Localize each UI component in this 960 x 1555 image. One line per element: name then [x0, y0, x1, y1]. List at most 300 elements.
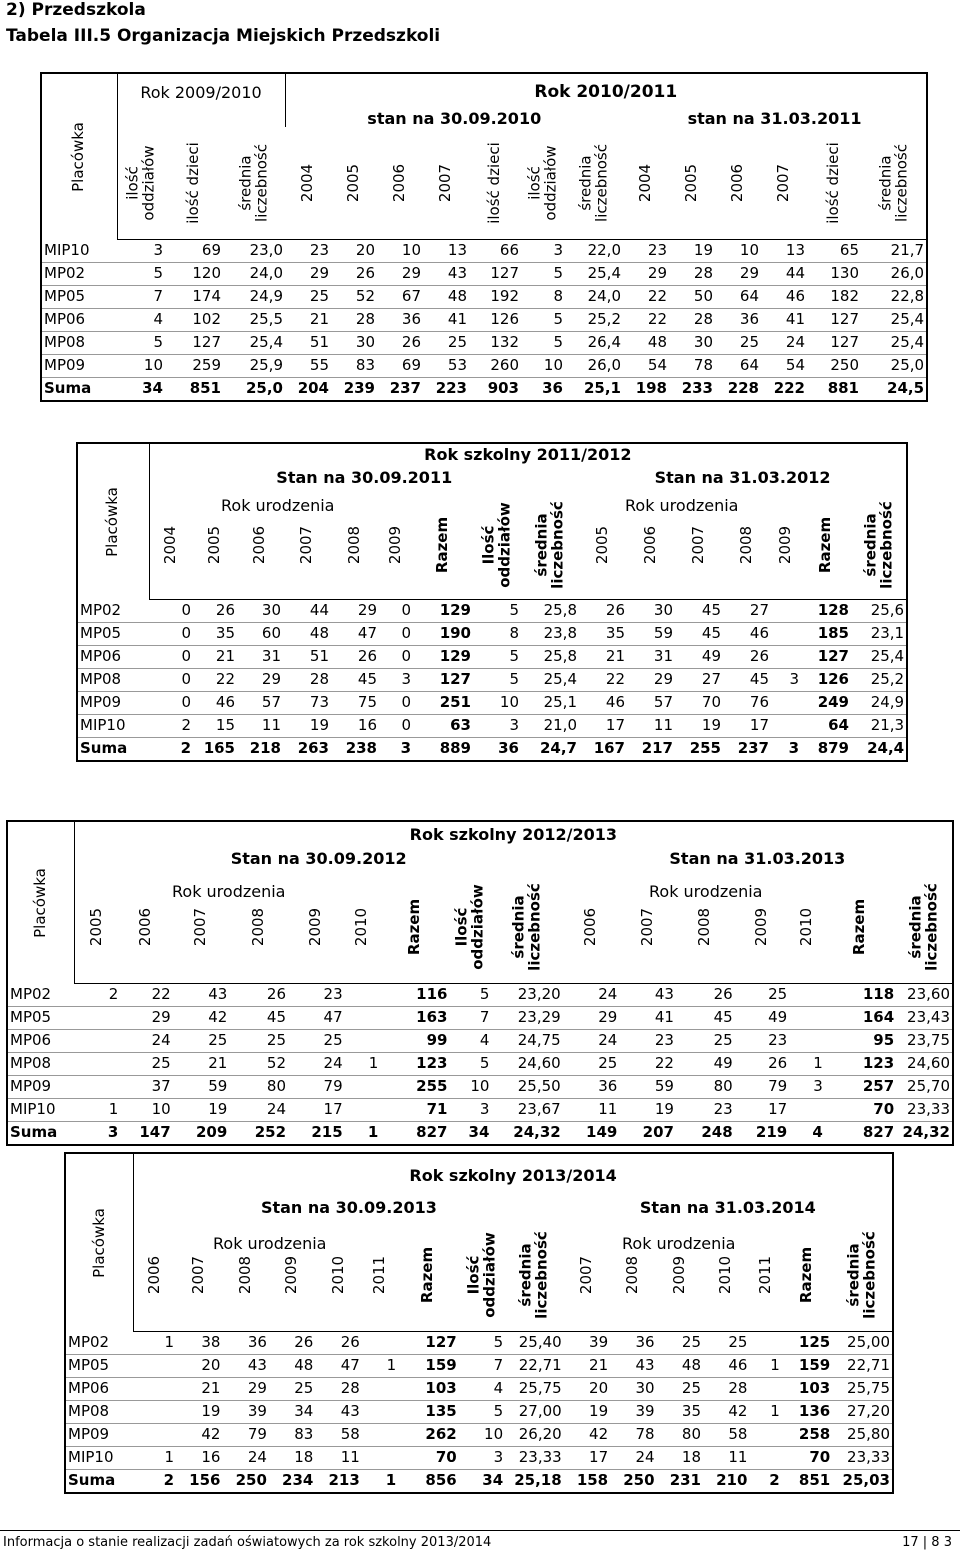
cell: 19	[173, 1098, 230, 1121]
cell: 1	[362, 1469, 398, 1493]
cell: 103	[782, 1377, 832, 1400]
cell: 3	[117, 239, 165, 262]
cell: 80	[657, 1423, 703, 1446]
cell: 3	[449, 1098, 491, 1121]
cell: 881	[807, 377, 861, 401]
cell: 129	[413, 645, 473, 668]
cell: 24,0	[565, 285, 623, 308]
cell: 10	[521, 354, 565, 377]
cell: 25,18	[505, 1469, 564, 1493]
cell: 25,6	[851, 599, 907, 622]
column-header: Razem	[801, 491, 851, 599]
cell: 78	[610, 1423, 656, 1446]
row-label: Suma	[7, 1121, 74, 1145]
cell: 3	[459, 1446, 505, 1469]
cell: 126	[801, 668, 851, 691]
cell: 23	[676, 1098, 735, 1121]
cell: 13	[423, 239, 469, 262]
cell: 22,8	[861, 285, 927, 308]
column-header: 2006	[134, 1219, 176, 1331]
cell: 156	[176, 1469, 222, 1493]
column-header: 2010	[345, 871, 381, 983]
cell: 158	[564, 1469, 610, 1493]
cell: 123	[825, 1052, 896, 1075]
cell: 17	[564, 1446, 610, 1469]
table-row	[65, 1331, 893, 1354]
row-label: MP08	[41, 331, 117, 354]
cell: 10	[117, 354, 165, 377]
cell: 36	[715, 308, 761, 331]
cell: 25	[703, 1331, 749, 1354]
cell: 22	[623, 308, 669, 331]
cell: 11	[315, 1446, 361, 1469]
cell: 36	[521, 377, 565, 401]
cell: 64	[715, 354, 761, 377]
cell: 3	[771, 668, 801, 691]
cell: 26	[193, 599, 237, 622]
column-header: 2007	[173, 871, 230, 983]
cell: 11	[563, 1098, 620, 1121]
cell: 0	[149, 691, 193, 714]
cell: 889	[413, 737, 473, 761]
column-header: ilość dzieci	[469, 127, 521, 239]
cell: 25,4	[861, 331, 927, 354]
cell: 22	[623, 285, 669, 308]
cell: 231	[657, 1469, 703, 1493]
column-header: średnia liczebność	[851, 491, 907, 599]
cell: 237	[377, 377, 423, 401]
cell: 185	[801, 622, 851, 645]
cell	[345, 983, 381, 1006]
cell: 18	[657, 1446, 703, 1469]
cell: 11	[627, 714, 675, 737]
cell: 10	[459, 1423, 505, 1446]
cell: 29	[222, 1377, 268, 1400]
cell: 127	[801, 645, 851, 668]
cell: 59	[173, 1075, 230, 1098]
cell: 26	[676, 983, 735, 1006]
table-row	[7, 1052, 953, 1075]
column-header: Razem	[380, 871, 449, 983]
cell: 44	[283, 599, 331, 622]
table-row	[77, 691, 907, 714]
cell: 237	[723, 737, 771, 761]
cell: 23,20	[491, 983, 562, 1006]
birth-year-label: Rok urodzenia	[172, 882, 286, 901]
cell: 25,2	[851, 668, 907, 691]
cell: 26,0	[861, 262, 927, 285]
cell: 17	[735, 1098, 790, 1121]
cell: 1	[749, 1354, 781, 1377]
cell: 83	[269, 1423, 315, 1446]
cell: 30	[669, 331, 715, 354]
cell: 8	[521, 285, 565, 308]
row-label: MIP10	[65, 1446, 134, 1469]
cell: 258	[782, 1423, 832, 1446]
column-header: średnia liczebność	[861, 127, 927, 239]
cell: 22	[120, 983, 172, 1006]
cell	[749, 1331, 781, 1354]
row-label: MP05	[7, 1006, 74, 1029]
cell: 24,75	[491, 1029, 562, 1052]
cell: 43	[315, 1400, 361, 1423]
cell: 217	[627, 737, 675, 761]
cell: 48	[283, 622, 331, 645]
cell: 0	[149, 599, 193, 622]
cell: 5	[473, 645, 521, 668]
cell	[771, 622, 801, 645]
cell: 46	[703, 1354, 749, 1377]
cell	[74, 1052, 120, 1075]
column-header: średnia liczebność	[521, 491, 579, 599]
year-2009-2010-header: Rok 2009/2010	[117, 73, 285, 111]
cell	[134, 1423, 176, 1446]
cell: 19	[283, 714, 331, 737]
cell	[74, 1075, 120, 1098]
cell: 163	[380, 1006, 449, 1029]
cell: 174	[165, 285, 223, 308]
column-header: Razem	[413, 491, 473, 599]
cell: 102	[165, 308, 223, 331]
cell: 24,4	[851, 737, 907, 761]
cell: 0	[379, 645, 413, 668]
cell: 42	[173, 1006, 230, 1029]
cell: 34	[269, 1400, 315, 1423]
cell: 29	[237, 668, 283, 691]
cell: 11	[703, 1446, 749, 1469]
cell: 10	[473, 691, 521, 714]
cell: 21	[564, 1354, 610, 1377]
cell: 5	[117, 331, 165, 354]
table-row	[7, 983, 953, 1006]
cell: 257	[825, 1075, 896, 1098]
footer-text: Informacja o stanie realizacji zadań oświatowych za rok szkolny 2013/2014	[3, 1535, 492, 1550]
cell: 25,50	[491, 1075, 562, 1098]
cell: 250	[222, 1469, 268, 1493]
table-row	[7, 1075, 953, 1098]
cell: 125	[782, 1331, 832, 1354]
cell	[789, 1098, 825, 1121]
placowka-header: Placówka	[65, 1153, 134, 1331]
cell: 26	[331, 262, 377, 285]
table-row	[65, 1377, 893, 1400]
cell: 3	[74, 1121, 120, 1145]
cell: 25	[288, 1029, 345, 1052]
cell: 71	[380, 1098, 449, 1121]
cell	[771, 645, 801, 668]
cell: 24,9	[223, 285, 285, 308]
cell: 26	[579, 599, 627, 622]
table-2009-2011	[40, 72, 928, 402]
cell: 879	[801, 737, 851, 761]
table-row	[65, 1423, 893, 1446]
cell: 5	[473, 599, 521, 622]
cell: 58	[315, 1423, 361, 1446]
column-header: 2005	[579, 491, 627, 599]
stan-header-2: Stan na 31.03.2014	[639, 1198, 816, 1217]
table-row	[65, 1446, 893, 1469]
cell: 53	[423, 354, 469, 377]
cell	[771, 599, 801, 622]
cell: 17	[288, 1098, 345, 1121]
cell: 5	[521, 308, 565, 331]
cell: 44	[761, 262, 807, 285]
column-header: 2007	[619, 871, 676, 983]
stan-header-1: Stan na 30.09.2011	[276, 468, 453, 487]
cell: 263	[283, 737, 331, 761]
column-header: 2006	[120, 871, 172, 983]
birth-year-label: Rok urodzenia	[625, 496, 739, 515]
cell: 1	[362, 1354, 398, 1377]
table-row	[7, 1098, 953, 1121]
cell: 28	[669, 262, 715, 285]
cell: 28	[331, 308, 377, 331]
cell: 23,60	[896, 983, 953, 1006]
cell: 255	[675, 737, 723, 761]
cell: 69	[377, 354, 423, 377]
cell: 3	[789, 1075, 825, 1098]
cell: 127	[807, 308, 861, 331]
cell: 3	[473, 714, 521, 737]
cell: 48	[657, 1354, 703, 1377]
cell: 57	[237, 691, 283, 714]
cell: 25	[423, 331, 469, 354]
cell: 65	[807, 239, 861, 262]
cell: 19	[564, 1400, 610, 1423]
cell: 34	[459, 1469, 505, 1493]
cell: 59	[627, 622, 675, 645]
column-header: Ilość oddziałów	[473, 491, 521, 599]
cell: 851	[165, 377, 223, 401]
cell: 42	[564, 1423, 610, 1446]
cell: 25,40	[505, 1331, 564, 1354]
cell: 55	[285, 354, 331, 377]
cell: 21	[579, 645, 627, 668]
cell: 26	[315, 1331, 361, 1354]
cell: 25,70	[896, 1075, 953, 1098]
cell: 209	[173, 1121, 230, 1145]
sum-row	[65, 1469, 893, 1493]
cell: 28	[315, 1377, 361, 1400]
cell: 24	[222, 1446, 268, 1469]
cell: 5	[459, 1400, 505, 1423]
cell: 2	[149, 737, 193, 761]
row-label: MP09	[65, 1423, 134, 1446]
cell: 123	[380, 1052, 449, 1075]
cell: 182	[807, 285, 861, 308]
row-label: Suma	[65, 1469, 134, 1493]
cell	[134, 1400, 176, 1423]
cell: 30	[331, 331, 377, 354]
cell: 3	[771, 737, 801, 761]
cell: 23	[735, 1029, 790, 1052]
cell: 29	[120, 1006, 172, 1029]
cell: 223	[423, 377, 469, 401]
cell: 26	[723, 645, 771, 668]
cell: 25,1	[521, 691, 579, 714]
cell: 210	[703, 1469, 749, 1493]
column-header: średnia liczebność	[491, 871, 562, 983]
cell: 26,4	[565, 331, 623, 354]
row-label: MP09	[41, 354, 117, 377]
cell: 52	[229, 1052, 288, 1075]
cell: 5	[449, 1052, 491, 1075]
stan-header-1: Stan na 30.09.2012	[230, 849, 407, 868]
birth-year-label: Rok urodzenia	[221, 496, 335, 515]
stan-header-2: Stan na 31.03.2012	[654, 468, 831, 487]
cell: 27,00	[505, 1400, 564, 1423]
cell: 159	[782, 1354, 832, 1377]
cell: 20	[176, 1354, 222, 1377]
cell: 52	[331, 285, 377, 308]
cell: 25,8	[521, 645, 579, 668]
column-header: średnia liczebność	[565, 127, 623, 239]
cell: 26	[269, 1331, 315, 1354]
table-row	[77, 622, 907, 645]
cell: 827	[380, 1121, 449, 1145]
table-row	[77, 599, 907, 622]
cell: 165	[193, 737, 237, 761]
column-header: Razem	[398, 1219, 459, 1331]
cell: 25,4	[851, 645, 907, 668]
cell: 27	[675, 668, 723, 691]
cell: 47	[315, 1354, 361, 1377]
row-label: MP02	[41, 262, 117, 285]
cell: 25,75	[505, 1377, 564, 1400]
table-row	[7, 1029, 953, 1052]
cell: 218	[237, 737, 283, 761]
cell: 127	[807, 331, 861, 354]
column-header: 2006	[377, 127, 423, 239]
cell: 17	[579, 714, 627, 737]
cell: 5	[473, 668, 521, 691]
cell: 24,60	[896, 1052, 953, 1075]
cell: 120	[165, 262, 223, 285]
column-header: średnia liczebność	[896, 871, 953, 983]
cell: 30	[237, 599, 283, 622]
row-label: MP06	[41, 308, 117, 331]
table-row	[65, 1354, 893, 1377]
cell: 23,8	[521, 622, 579, 645]
cell: 1	[345, 1052, 381, 1075]
cell: 238	[331, 737, 379, 761]
column-header: średnia liczebność	[832, 1219, 893, 1331]
cell: 25,9	[223, 354, 285, 377]
cell: 23	[623, 239, 669, 262]
cell: 22,71	[505, 1354, 564, 1377]
row-label: MP08	[65, 1400, 134, 1423]
cell: 80	[229, 1075, 288, 1098]
cell: 23	[285, 239, 331, 262]
cell: 25	[735, 983, 790, 1006]
cell: 24	[610, 1446, 656, 1469]
cell: 4	[789, 1121, 825, 1145]
cell	[345, 1006, 381, 1029]
cell: 70	[398, 1446, 459, 1469]
cell: 54	[623, 354, 669, 377]
sum-row	[77, 737, 907, 761]
cell: 48	[269, 1354, 315, 1377]
column-header: 2008	[229, 871, 288, 983]
cell: 222	[761, 377, 807, 401]
sum-row	[7, 1121, 953, 1145]
column-header: 2006	[627, 491, 675, 599]
column-header: 2007	[423, 127, 469, 239]
cell: 49	[735, 1006, 790, 1029]
cell: 21,3	[851, 714, 907, 737]
cell: 1	[749, 1400, 781, 1423]
column-header: ilość oddziałów	[117, 127, 165, 239]
cell: 66	[469, 239, 521, 262]
school-year-header: Rok szkolny 2012/2013	[409, 824, 617, 844]
cell: 851	[782, 1469, 832, 1493]
cell: 25,0	[861, 354, 927, 377]
cell: 21,0	[521, 714, 579, 737]
cell: 25,1	[565, 377, 623, 401]
cell: 16	[176, 1446, 222, 1469]
cell: 164	[825, 1006, 896, 1029]
cell: 198	[623, 377, 669, 401]
page-footer	[0, 1530, 960, 1553]
cell: 24,0	[223, 262, 285, 285]
cell: 25	[269, 1377, 315, 1400]
cell: 249	[801, 691, 851, 714]
row-label: MP05	[77, 622, 149, 645]
row-label: MP09	[77, 691, 149, 714]
cell: 251	[413, 691, 473, 714]
cell: 25,00	[832, 1331, 893, 1354]
cell: 16	[331, 714, 379, 737]
cell: 26,20	[505, 1423, 564, 1446]
cell: 59	[619, 1075, 676, 1098]
cell: 5	[117, 262, 165, 285]
cell: 25	[229, 1029, 288, 1052]
cell: 25,80	[832, 1423, 893, 1446]
cell: 21	[173, 1052, 230, 1075]
cell: 19	[669, 239, 715, 262]
cell: 47	[331, 622, 379, 645]
row-label: MP06	[7, 1029, 74, 1052]
cell: 25,75	[832, 1377, 893, 1400]
cell: 51	[285, 331, 331, 354]
cell: 25	[173, 1029, 230, 1052]
cell: 23,33	[896, 1098, 953, 1121]
cell: 35	[657, 1400, 703, 1423]
row-label: MP02	[65, 1331, 134, 1354]
cell: 24	[288, 1052, 345, 1075]
cell: 213	[315, 1469, 361, 1493]
cell: 39	[610, 1400, 656, 1423]
cell: 24	[120, 1029, 172, 1052]
column-header: 2009	[379, 491, 413, 599]
cell: 26	[735, 1052, 790, 1075]
cell: 49	[675, 645, 723, 668]
cell: 21	[193, 645, 237, 668]
cell: 4	[459, 1377, 505, 1400]
cell: 0	[379, 714, 413, 737]
cell: 1	[74, 1098, 120, 1121]
column-header: 2005	[74, 871, 120, 983]
cell: 79	[735, 1075, 790, 1098]
column-header: 2010	[789, 871, 825, 983]
stan-header-2: stan na 31.03.2011	[687, 111, 862, 127]
cell: 903	[469, 377, 521, 401]
cell	[74, 1029, 120, 1052]
table-row	[77, 714, 907, 737]
cell	[345, 1098, 381, 1121]
column-header: 2007	[176, 1219, 222, 1331]
cell: 22	[579, 668, 627, 691]
